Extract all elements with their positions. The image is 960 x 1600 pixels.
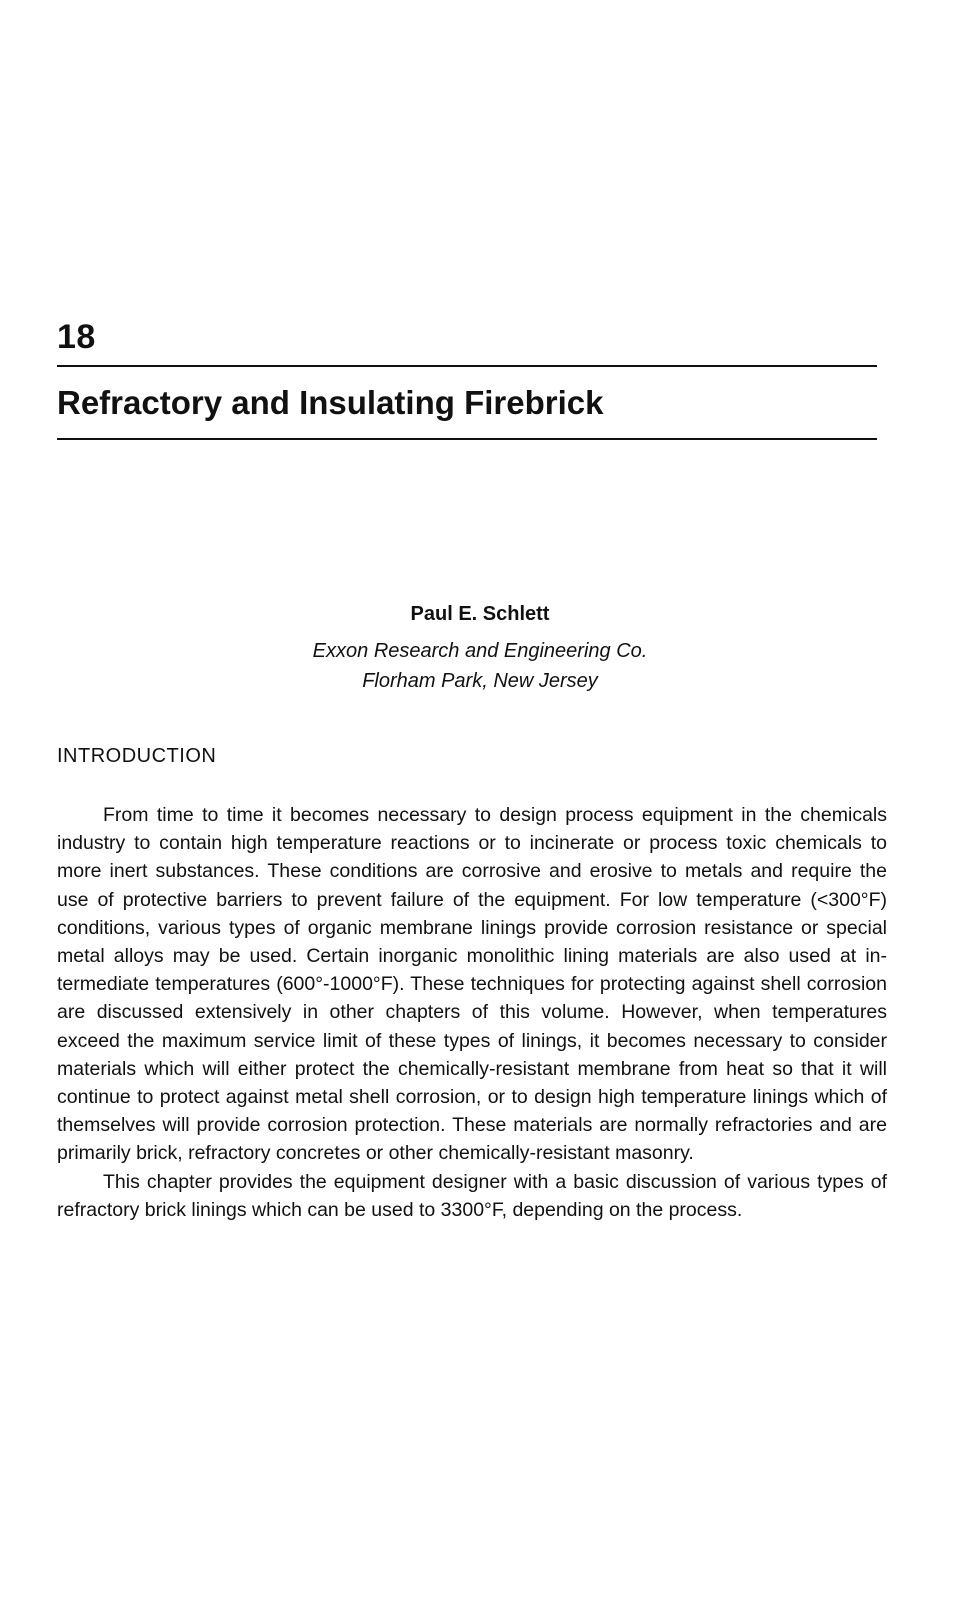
chapter-top-rule: [57, 365, 877, 367]
author-name: Paul E. Schlett: [410, 603, 550, 625]
body-paragraph: This chapter provides the equipment designer with a basic discussion of various types of refractory brick linings which can be used to 3300°F, depending on the process.: [57, 1170, 887, 1221]
chapter-number: 18: [57, 318, 96, 356]
section-heading: INTRODUCTION: [57, 745, 217, 767]
affiliation-organization: Exxon Research and Engineering Co.: [312, 640, 648, 662]
chapter-title: Refractory and Insulating Firebrick: [57, 384, 604, 421]
body-paragraph: From time to time it becomes necessary to design process equipment in the chemicals industry to contain high temperature reactions or to incinerate or process toxic chemicals to more inert substances. These conditions are corrosive and erosive to metals and require the use of protective barriers to prevent failure of the equipment. For low temperature (<300°F) conditions, various types of organic membrane linings provide corrosion resistance or special metal alloys may be used. Certain inorganic monolithic lining materials are also used at intermediate temperatures (600°-1000°F). These techniques for protecting against shell corrosion are discussed extensively in other chapters of this volume. However, when temperatures exceed the maximum service limit of these types of linings, it becomes necessary to consider materials which will either protect the chemically-resistant membrane from heat so that it will continue to protect against metal shell corrosion, or to design high temperature linings which of themselves will provide corrosion protection. These materials are normally refractories and are primarily brick, refractory concretes or other chemically-resistant masonry.: [57, 804, 887, 1165]
author-affiliation: [240, 636, 720, 696]
section-body: [57, 801, 887, 1224]
chapter-bottom-rule: [57, 438, 877, 440]
affiliation-location: Florham Park, New Jersey: [362, 670, 598, 692]
